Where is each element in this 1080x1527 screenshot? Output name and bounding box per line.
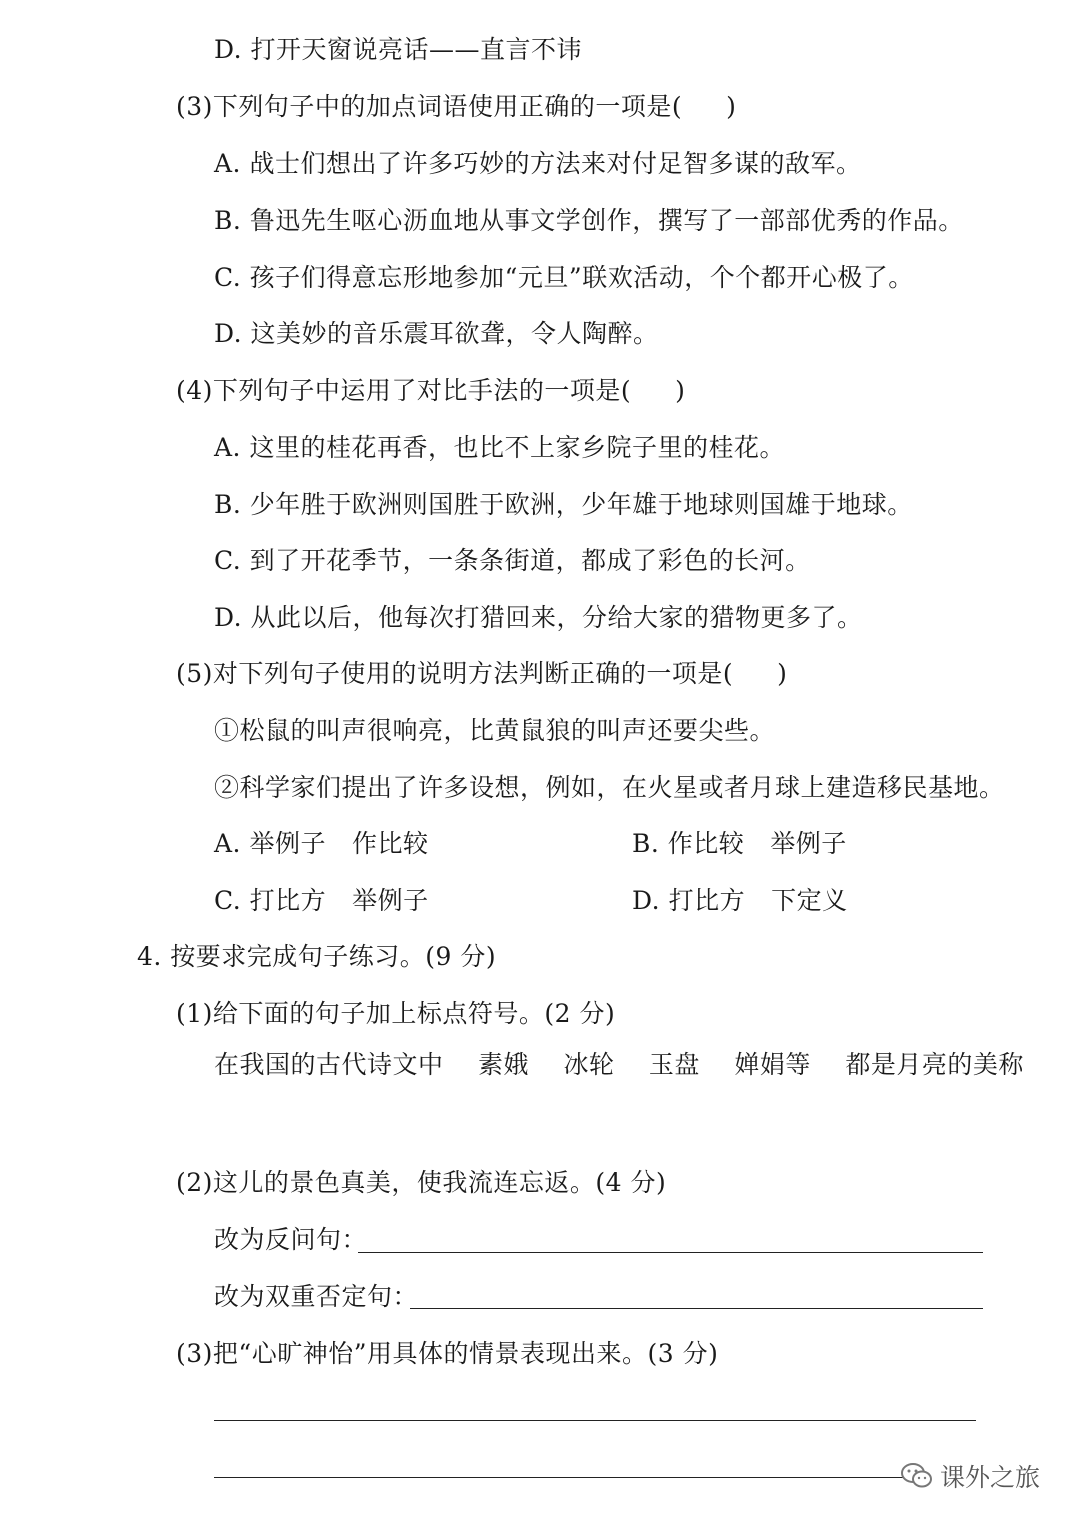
option-letter: D. xyxy=(632,886,661,915)
wechat-icon xyxy=(900,1462,934,1490)
q3-sub4-prompt: (4)下列句子中运用了对比手法的一项是( ) xyxy=(176,376,686,405)
q3-sub3-option-c: C. 孩子们得意忘形地参加“元旦”联欢活动，个个都开心极了。 xyxy=(214,263,914,292)
q3-sub5-sentence-2: ②科学家们提出了许多设想，例如，在火星或者月球上建造移民基地。 xyxy=(214,773,1005,802)
sentence-part: 冰轮 xyxy=(563,1050,615,1079)
option-letter: C. xyxy=(214,886,242,915)
option-d-text: D. 打开天窗说亮话——直言不讳 xyxy=(214,35,583,64)
sentence-part: 素娥 xyxy=(477,1050,529,1079)
q3-sub3-option-b: B. 鲁迅先生呕心沥血地从事文学创作，撰写了一部部优秀的作品。 xyxy=(214,206,964,235)
q4-sub1-sentence xyxy=(214,1049,1024,1081)
option-method-1: 打比方 xyxy=(249,886,327,915)
option-method-1: 打比方 xyxy=(668,886,746,915)
option-letter: A. xyxy=(214,829,242,858)
option-method-1: 作比较 xyxy=(667,829,745,858)
q3-sub5-options-row-1 xyxy=(214,828,1034,860)
q3-sub5-sentence-1: ①松鼠的叫声很响亮，比黄鼠狼的叫声还要尖些。 xyxy=(214,716,776,745)
sentence-part: 都是月亮的美称 xyxy=(845,1050,1024,1079)
watermark xyxy=(900,1456,1040,1496)
q4-sub2-prompt: (2)这儿的景色真美，使我流连忘返。(4 分) xyxy=(176,1168,667,1197)
option-letter: B. xyxy=(632,829,660,858)
answer-line-1[interactable] xyxy=(214,1420,976,1421)
sentence-part: 玉盘 xyxy=(648,1050,700,1079)
answer-line-2[interactable] xyxy=(214,1477,904,1478)
answer-line-double-negative[interactable] xyxy=(410,1308,983,1309)
option-method-1: 举例子 xyxy=(249,829,326,858)
q3-sub5-prompt: (5)对下列句子使用的说明方法判断正确的一项是( ) xyxy=(176,659,788,688)
watermark-text: 课外之旅 xyxy=(940,1463,1041,1492)
answer-line-rhetorical[interactable] xyxy=(358,1252,983,1253)
q3-sub4-option-a: A. 这里的桂花再香，也比不上家乡院子里的桂花。 xyxy=(214,433,785,462)
option-method-2: 举例子 xyxy=(352,886,429,915)
sentence-part: 婵娟等 xyxy=(734,1050,811,1079)
q3-sub5-option-c xyxy=(214,885,429,917)
q3-sub4-option-c: C. 到了开花季节，一条条街道，都成了彩色的长河。 xyxy=(214,546,811,575)
q4-sub2-task-1: 改为反问句： xyxy=(214,1225,368,1254)
q3-sub4-option-d: D. 从此以后，他每次打猎回来，分给大家的猎物更多了。 xyxy=(214,603,863,632)
q4-sub1-prompt: (1)给下面的句子加上标点符号。(2 分) xyxy=(176,999,616,1028)
q3-sub4-option-b: B. 少年胜于欧洲则国胜于欧洲，少年雄于地球则国雄于地球。 xyxy=(214,490,913,519)
q3-sub5-option-b xyxy=(632,828,847,860)
option-method-2: 作比较 xyxy=(351,829,429,858)
q3-sub3-option-a: A. 战士们想出了许多巧妙的方法来对付足智多谋的敌军。 xyxy=(214,149,862,178)
q3-sub3-prompt: (3)下列句子中的加点词语使用正确的一项是( ) xyxy=(176,92,737,121)
q4-sub2-task-2: 改为双重否定句： xyxy=(214,1282,419,1311)
q3-sub5-option-d xyxy=(632,885,848,917)
q4-sub3-prompt: (3)把“心旷神怡”用具体的情景表现出来。(3 分) xyxy=(176,1339,719,1368)
q4-title: 4. 按要求完成句子练习。(9 分) xyxy=(137,942,497,971)
sentence-part: 在我国的古代诗文中 xyxy=(214,1050,444,1079)
option-method-2: 下定义 xyxy=(771,886,848,915)
option-method-2: 举例子 xyxy=(770,829,847,858)
q3-sub3-option-d: D. 这美妙的音乐震耳欲聋，令人陶醉。 xyxy=(214,319,659,348)
